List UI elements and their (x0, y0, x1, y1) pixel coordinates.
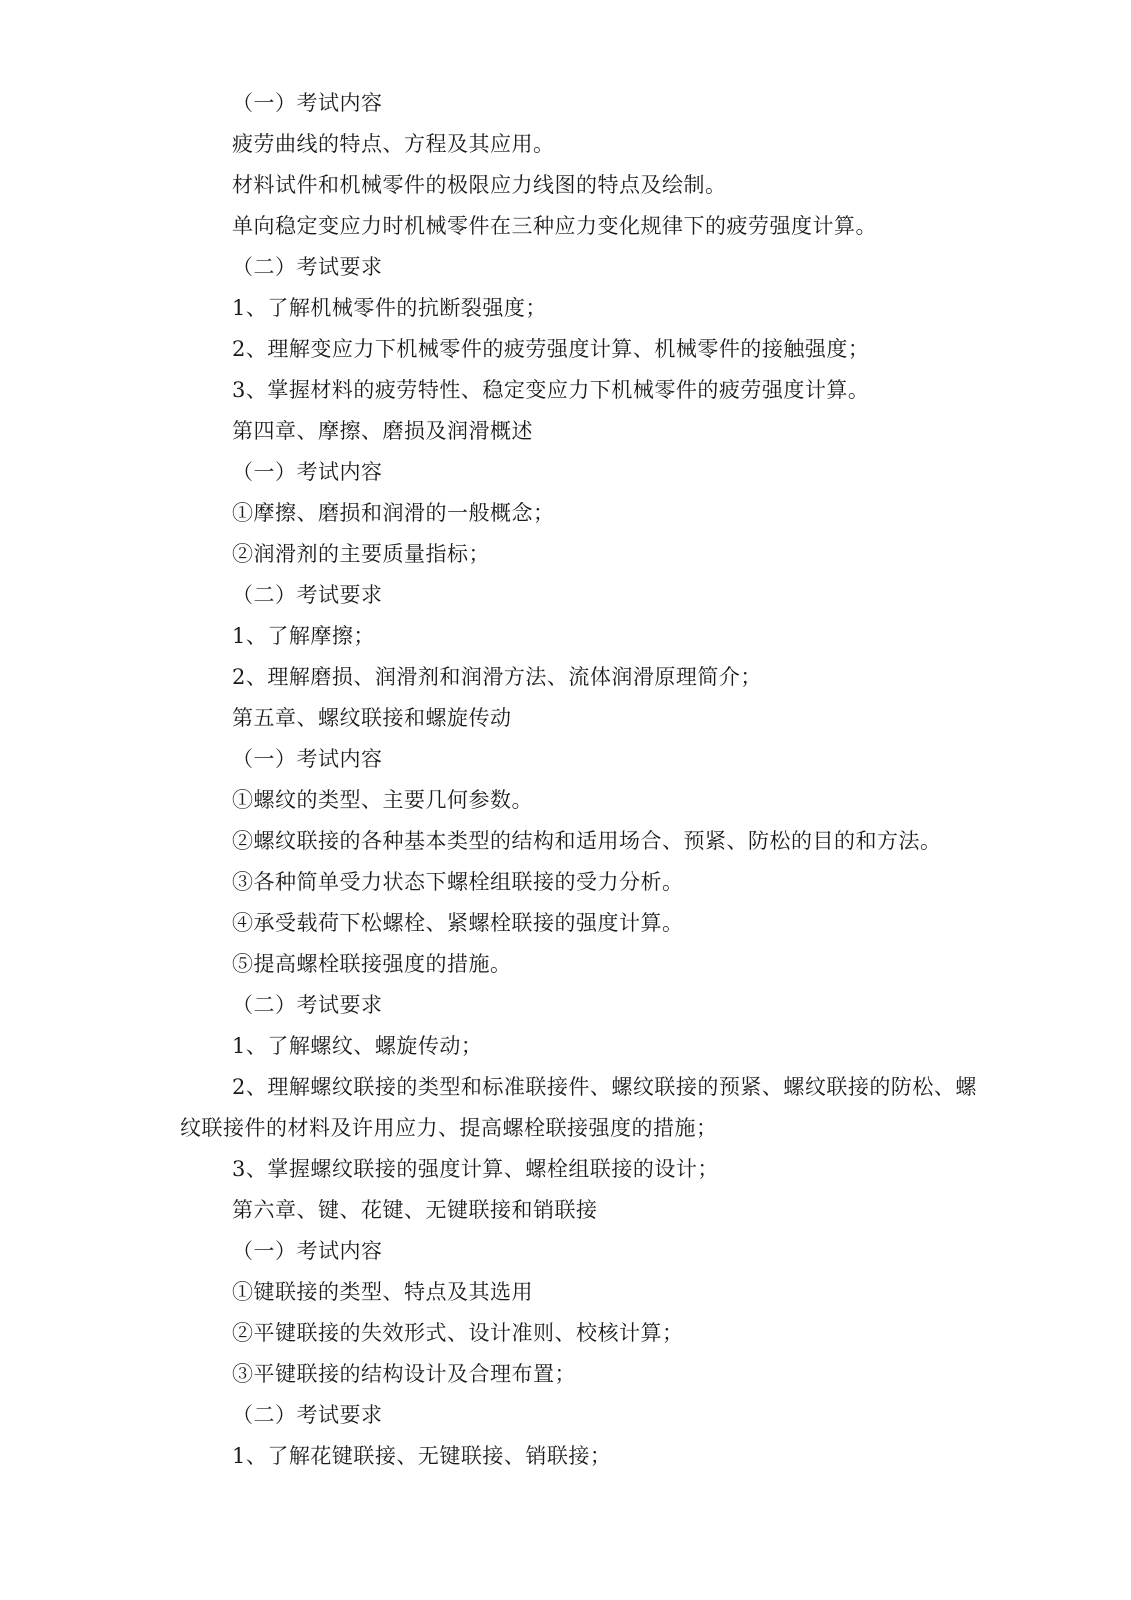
content-line: ②平键联接的失效形式、设计准则、校核计算； (232, 1321, 684, 1345)
section-heading: （二）考试要求 (232, 255, 383, 279)
content-line: 1、了解花键联接、无键联接、销联接； (232, 1444, 612, 1468)
content-line: 1、了解螺纹、螺旋传动； (232, 1034, 483, 1058)
content-line: 材料试件和机械零件的极限应力线图的特点及绘制。 (232, 173, 727, 197)
content-line: ③各种简单受力状态下螺栓组联接的受力分析。 (232, 870, 684, 894)
content-line-continued: 纹联接件的材料及许用应力、提高螺栓联接强度的措施； (180, 1116, 718, 1140)
content-line: 疲劳曲线的特点、方程及其应用。 (232, 132, 555, 156)
section-heading: （二）考试要求 (232, 1403, 383, 1427)
section-heading: （二）考试要求 (232, 993, 383, 1017)
content-line: 3、掌握材料的疲劳特性、稳定变应力下机械零件的疲劳强度计算。 (232, 378, 870, 402)
section-heading: （一）考试内容 (232, 747, 383, 771)
content-line: 单向稳定变应力时机械零件在三种应力变化规律下的疲劳强度计算。 (232, 214, 877, 238)
section-heading: （一）考试内容 (232, 91, 383, 115)
content-line: 2、理解变应力下机械零件的疲劳强度计算、机械零件的接触强度； (232, 337, 870, 361)
section-heading: （二）考试要求 (232, 583, 383, 607)
content-line: ②螺纹联接的各种基本类型的结构和适用场合、预紧、防松的目的和方法。 (232, 829, 942, 853)
content-line: 2、理解螺纹联接的类型和标准联接件、螺纹联接的预紧、螺纹联接的防松、螺 (232, 1075, 977, 1099)
content-line: ①摩擦、磨损和润滑的一般概念； (232, 501, 555, 525)
content-line: ②润滑剂的主要质量指标； (232, 542, 490, 566)
chapter-heading: 第五章、螺纹联接和螺旋传动 (232, 706, 512, 730)
content-line: ①螺纹的类型、主要几何参数。 (232, 788, 533, 812)
content-line: 1、了解机械零件的抗断裂强度； (232, 296, 547, 320)
section-heading: （一）考试内容 (232, 1239, 383, 1263)
section-heading: （一）考试内容 (232, 460, 383, 484)
content-line: ⑤提高螺栓联接强度的措施。 (232, 952, 512, 976)
chapter-heading: 第六章、键、花键、无键联接和销联接 (232, 1198, 598, 1222)
content-line: 3、掌握螺纹联接的强度计算、螺栓组联接的设计； (232, 1157, 719, 1181)
content-line: ①键联接的类型、特点及其选用 (232, 1280, 533, 1304)
chapter-heading: 第四章、摩擦、磨损及润滑概述 (232, 419, 533, 443)
content-line: 2、理解磨损、润滑剂和润滑方法、流体润滑原理简介； (232, 665, 762, 689)
content-line: 1、了解摩擦； (232, 624, 375, 648)
content-line: ④承受载荷下松螺栓、紧螺栓联接的强度计算。 (232, 911, 684, 935)
content-line: ③平键联接的结构设计及合理布置； (232, 1362, 576, 1386)
